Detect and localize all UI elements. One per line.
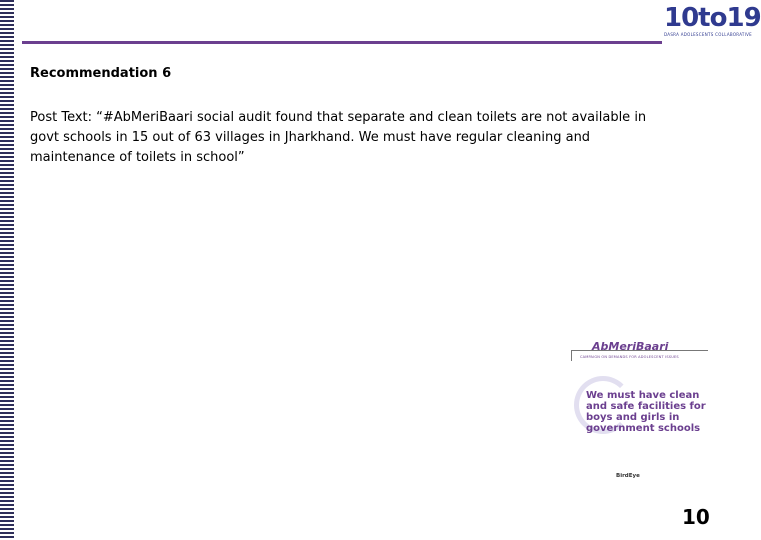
campaign-badge: BirdEye [616, 473, 640, 479]
campaign-post-image [566, 340, 712, 490]
campaign-title: AbMeriBaari [592, 340, 669, 353]
campaign-subtitle: CAMPAIGN ON DEMANDS FOR ADOLESCENT ISSUES [580, 355, 679, 359]
post-text: Post Text: “#AbMeriBaari social audit found that separate and clean toilets are not available in govt schools in 15 out of 63 villages in Jharkhand. We must have regular cleaning and maintenance of toilets in school” [30, 110, 647, 165]
campaign-message: We must have clean and safe facilities for boys and girls in government schools [586, 390, 706, 434]
brand-logo-subtitle: DASRA ADOLESCENTS COLLABORATIVE [664, 32, 753, 37]
brand-logo-text: 10to19 [664, 3, 761, 33]
left-decorative-stripe [0, 0, 14, 540]
brand-logo [664, 3, 761, 42]
page-number: 10 [682, 505, 710, 529]
slide-heading: Recommendation 6 [30, 66, 172, 81]
header-divider [22, 41, 662, 44]
